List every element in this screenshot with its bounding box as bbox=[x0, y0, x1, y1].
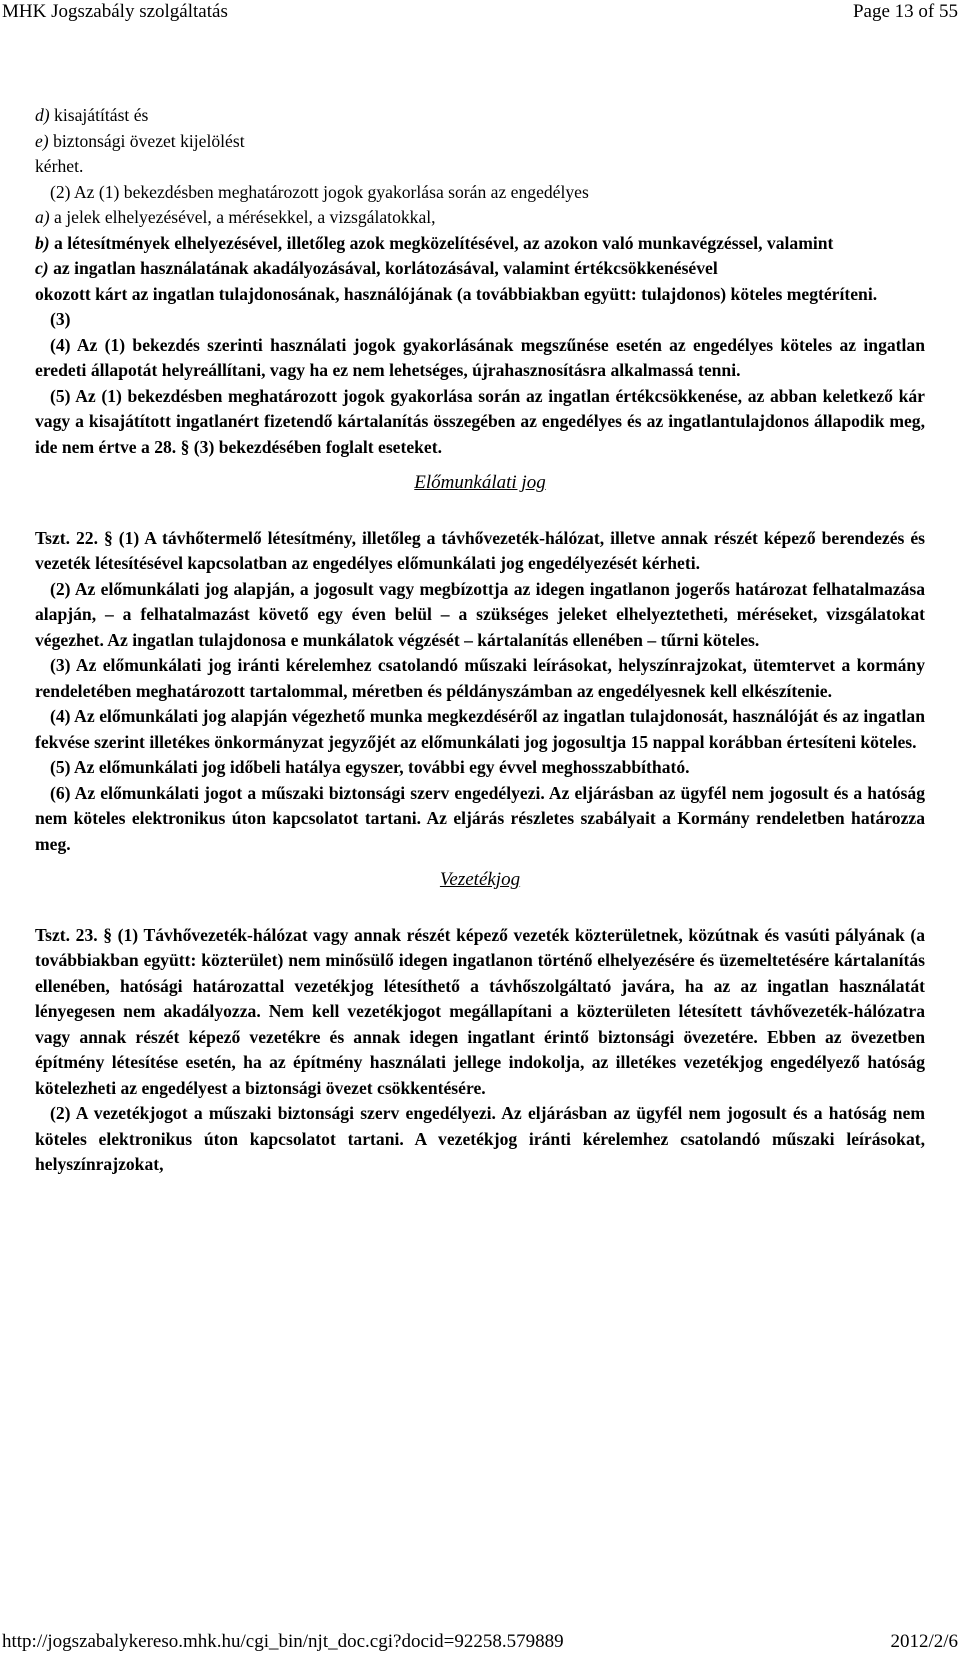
item-2a: a) a jelek elhelyezésével, a mérésekkel, a vizsgálatokkal, bbox=[35, 207, 436, 227]
tszt-23-paragraph-2: (2) A vezetékjogot a műszaki biztonsági szerv engedélyezi. Az eljárásban az ügyfél nem jogosult és a hatóság nem köteles elektronikus úton kapcsolatot tartani. A vezetékjog iránti kérelemhez csatolandó műszaki leírásokat, helyszínrajzokat, bbox=[35, 1103, 925, 1174]
section-heading-elomunkalati-jog: Előmunkálati jog bbox=[414, 472, 546, 493]
source-url: http://jogszabalykereso.mhk.hu/cgi_bin/njt_doc.cgi?docid=92258.579889 bbox=[2, 1631, 564, 1652]
tszt-22-paragraph-3: (3) Az előmunkálati jog iránti kérelemhez csatolandó műszaki leírásokat, helyszínrajzokat, ütemtervet a kormány rendeletében meghatározott tartalommal, méretben és példányszámban az engedélyesnek kell elkészítenie. bbox=[35, 655, 925, 701]
paragraph-4: (4) Az (1) bekezdés szerinti használati jogok gyakorlásának megszűnése esetén az engedélyes köteles az ingatlan eredeti állapotát helyreállítani, vagy ha ez nem lehetséges, újrahasznosításra alkalmassá tenni. bbox=[35, 334, 925, 380]
tszt-22-paragraph-4: (4) Az előmunkálati jog alapján végezhető munka megkezdéséről az ingatlan tulajdonosát, használóját és az ingatlan fekvése szerint illetékes önkormányzat jegyzőjét az előmunkálati jog jogosultja 15 nappal korábban értesíteni köteles. bbox=[35, 706, 925, 752]
paragraph-5: (5) Az (1) bekezdésben meghatározott jogok gyakorlása során az ingatlan értékcsökkenése, az abban keletkező kár vagy a kisajátított ingatlanért fizetendő kártalanítás összegében az engedélyes és az ingatlantulajdonos állapodik meg, ide nem értve a 28. § (3) bekezdésében foglalt eseteket. bbox=[35, 385, 925, 457]
document-service-title: MHK Jogszabály szolgáltatás bbox=[2, 1, 228, 22]
paragraph-3: (3) bbox=[50, 309, 71, 329]
item-e: e) biztonsági övezet kijelölést bbox=[35, 130, 245, 151]
item-d: d) kisajátítást és bbox=[35, 105, 149, 125]
tszt-22-paragraph-6: (6) Az előmunkálati jogot a műszaki biztonsági szerv engedélyezi. Az eljárásban az ügyfél nem jogosult és a hatóság nem köteles elektronikus úton kapcsolatot tartani. Az eljárás részletes szabályait a Kormány rendeletben határozza meg. bbox=[35, 782, 925, 854]
tszt-22-paragraph-1: Tszt. 22. § (1) A távhőtermelő létesítmény, illetőleg a távhővezeték-hálózat, illetve annak részét képező berendezés és vezeték létesítésével kapcsolatban az engedélyes előmunkálati jog engedélyezését kérheti. bbox=[35, 527, 925, 573]
kerhet-line: kérhet. bbox=[35, 156, 84, 176]
section-heading-vezetekjog: Vezetékjog bbox=[439, 869, 521, 890]
paragraph-2-intro: (2) Az (1) bekezdésben meghatározott jogok gyakorlása során az engedélyes bbox=[50, 181, 589, 202]
paragraph-2-tail: okozott kárt az ingatlan tulajdonosának, használójának (a továbbiakban együtt: tulajdonos) köteles megtéríteni. bbox=[35, 283, 878, 304]
page-indicator: Page 13 of 55 bbox=[852, 1, 958, 22]
tszt-22-paragraph-5: (5) Az előmunkálati jog időbeli hatálya egyszer, további egy évvel meghosszabbítható. bbox=[50, 757, 690, 777]
page-footer bbox=[0, 1630, 960, 1654]
print-date: 2012/2/6 bbox=[890, 1631, 958, 1652]
tszt-23-paragraph-1: Tszt. 23. § (1) Távhővezeték-hálózat vagy annak részét képező vezeték közterületnek, közútnak és vasúti pályának (a továbbiakban együtt: közterület) nem minősülő idegen ingatlanon történő elhelyezésére és üzemeltetésére kártalanítás ellenében, hatósági határozattal vezetékjog létesíthető a távhőszolgáltató javára, ha az az ingatlan használatát lényegesen nem akadályozza. Nem kell vezetékjogot megállapítani a közterületen létesített távhővezeték-hálózatra vagy annak részét képező vezetékre és annak idegen ingatlant érintő biztonsági övezetére. Ebben az övezetben építmény létesítése esetén, ha az építmény használati jellege indokolja, az illetékes vezetékjog engedélyező hatóság kötelezheti az engedélyest a biztonsági övezet csökkentésére. bbox=[35, 924, 925, 1098]
page-header bbox=[0, 0, 960, 30]
item-2b: b) a létesítmények elhelyezésével, illetőleg azok megközelítésével, az azokon való munkavégzéssel, valamint bbox=[35, 232, 834, 253]
tszt-22-paragraph-2: (2) Az előmunkálati jog alapján, a jogosult vagy megbízottja az idegen ingatlanon jogerős határozat felhatalmazása alapján, – a felhatalmazást követő egy éven belül – a szükséges jeleket elhelyeztetheti, méréseket, vizsgálatokat végezhet. Az ingatlan tulajdonosa e munkálatok végzését – kártalanítás ellenében – tűrni köteles. bbox=[35, 578, 925, 650]
document-body bbox=[35, 103, 925, 1178]
item-2c: c) az ingatlan használatának akadályozásával, korlátozásával, valamint értékcsökkenésével bbox=[35, 258, 718, 278]
